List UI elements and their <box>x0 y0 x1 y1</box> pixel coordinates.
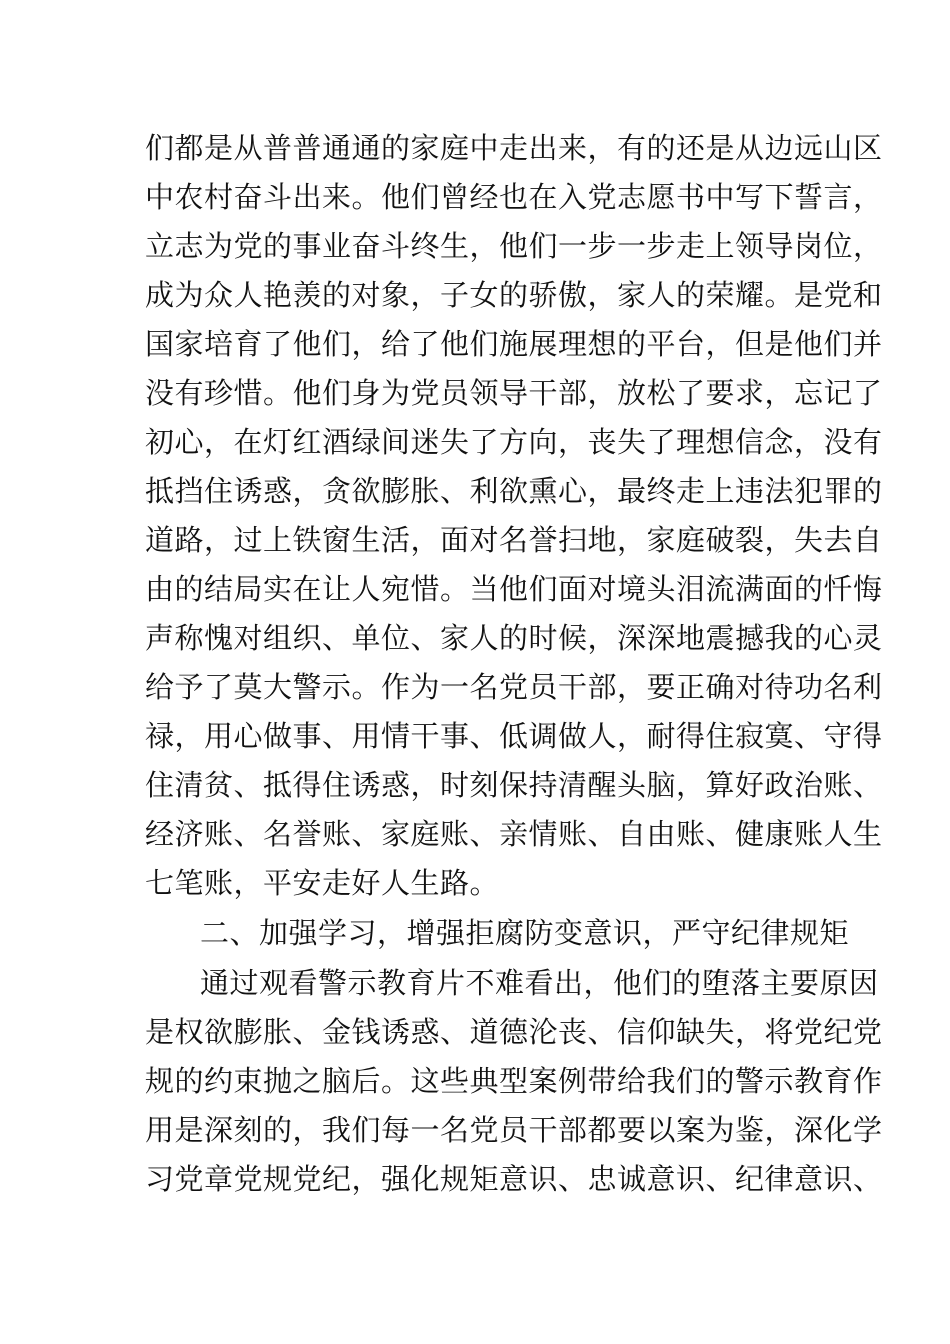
body-text-line: 经济账、名誉账、家庭账、亲情账、自由账、健康账人生 <box>145 817 883 851</box>
body-text-line: 住清贫、抵得住诱惑，时刻保持清醒头脑，算好政治账、 <box>145 768 883 802</box>
body-text-line: 通过观看警示教育片不难看出，他们的堕落主要原因 <box>200 966 879 1000</box>
body-text-line: 们都是从普普通通的家庭中走出来，有的还是从边远山区 <box>145 131 883 165</box>
body-text-line: 道路，过上铁窗生活，面对名誉扫地，家庭破裂，失去自 <box>145 523 883 557</box>
body-text-line: 七笔账，平安走好人生路。 <box>145 866 500 900</box>
body-text-line: 由的结局实在让人宛惜。当他们面对境头泪流满面的忏悔 <box>145 572 883 606</box>
body-text-line: 国家培育了他们，给了他们施展理想的平台，但是他们并 <box>145 327 883 361</box>
body-text-line: 没有珍惜。他们身为党员领导干部，放松了要求，忘记了 <box>145 376 883 410</box>
body-text-line: 用是深刻的，我们每一名党员干部都要以案为鉴，深化学 <box>145 1113 883 1147</box>
body-text-line: 抵挡住诱惑，贪欲膨胀、利欲熏心，最终走上违法犯罪的 <box>145 474 883 508</box>
body-text-line: 给予了莫大警示。作为一名党员干部，要正确对待功名利 <box>145 670 883 704</box>
body-text-line: 中农村奋斗出来。他们曾经也在入党志愿书中写下誓言， <box>145 180 883 214</box>
body-text-line: 初心，在灯红酒绿间迷失了方向，丧失了理想信念，没有 <box>145 425 883 459</box>
section-heading: 二、加强学习，增强拒腐防变意识，严守纪律规矩 <box>200 916 850 950</box>
body-text-line: 习党章党规党纪，强化规矩意识、忠诚意识、纪律意识、 <box>145 1162 883 1196</box>
body-text-line: 声称愧对组织、单位、家人的时候，深深地震撼我的心灵 <box>145 621 883 655</box>
body-text-line: 规的约束抛之脑后。这些典型案例带给我们的警示教育作 <box>145 1064 883 1098</box>
body-text-line: 成为众人艳羡的对象，子女的骄傲，家人的荣耀。是党和 <box>145 278 883 312</box>
body-text-line: 禄，用心做事、用情干事、低调做人，耐得住寂寞、守得 <box>145 719 883 753</box>
body-text-line: 是权欲膨胀、金钱诱惑、道德沦丧、信仰缺失，将党纪党 <box>145 1015 883 1049</box>
body-text-line: 立志为党的事业奋斗终生，他们一步一步走上领导岗位， <box>145 229 883 263</box>
